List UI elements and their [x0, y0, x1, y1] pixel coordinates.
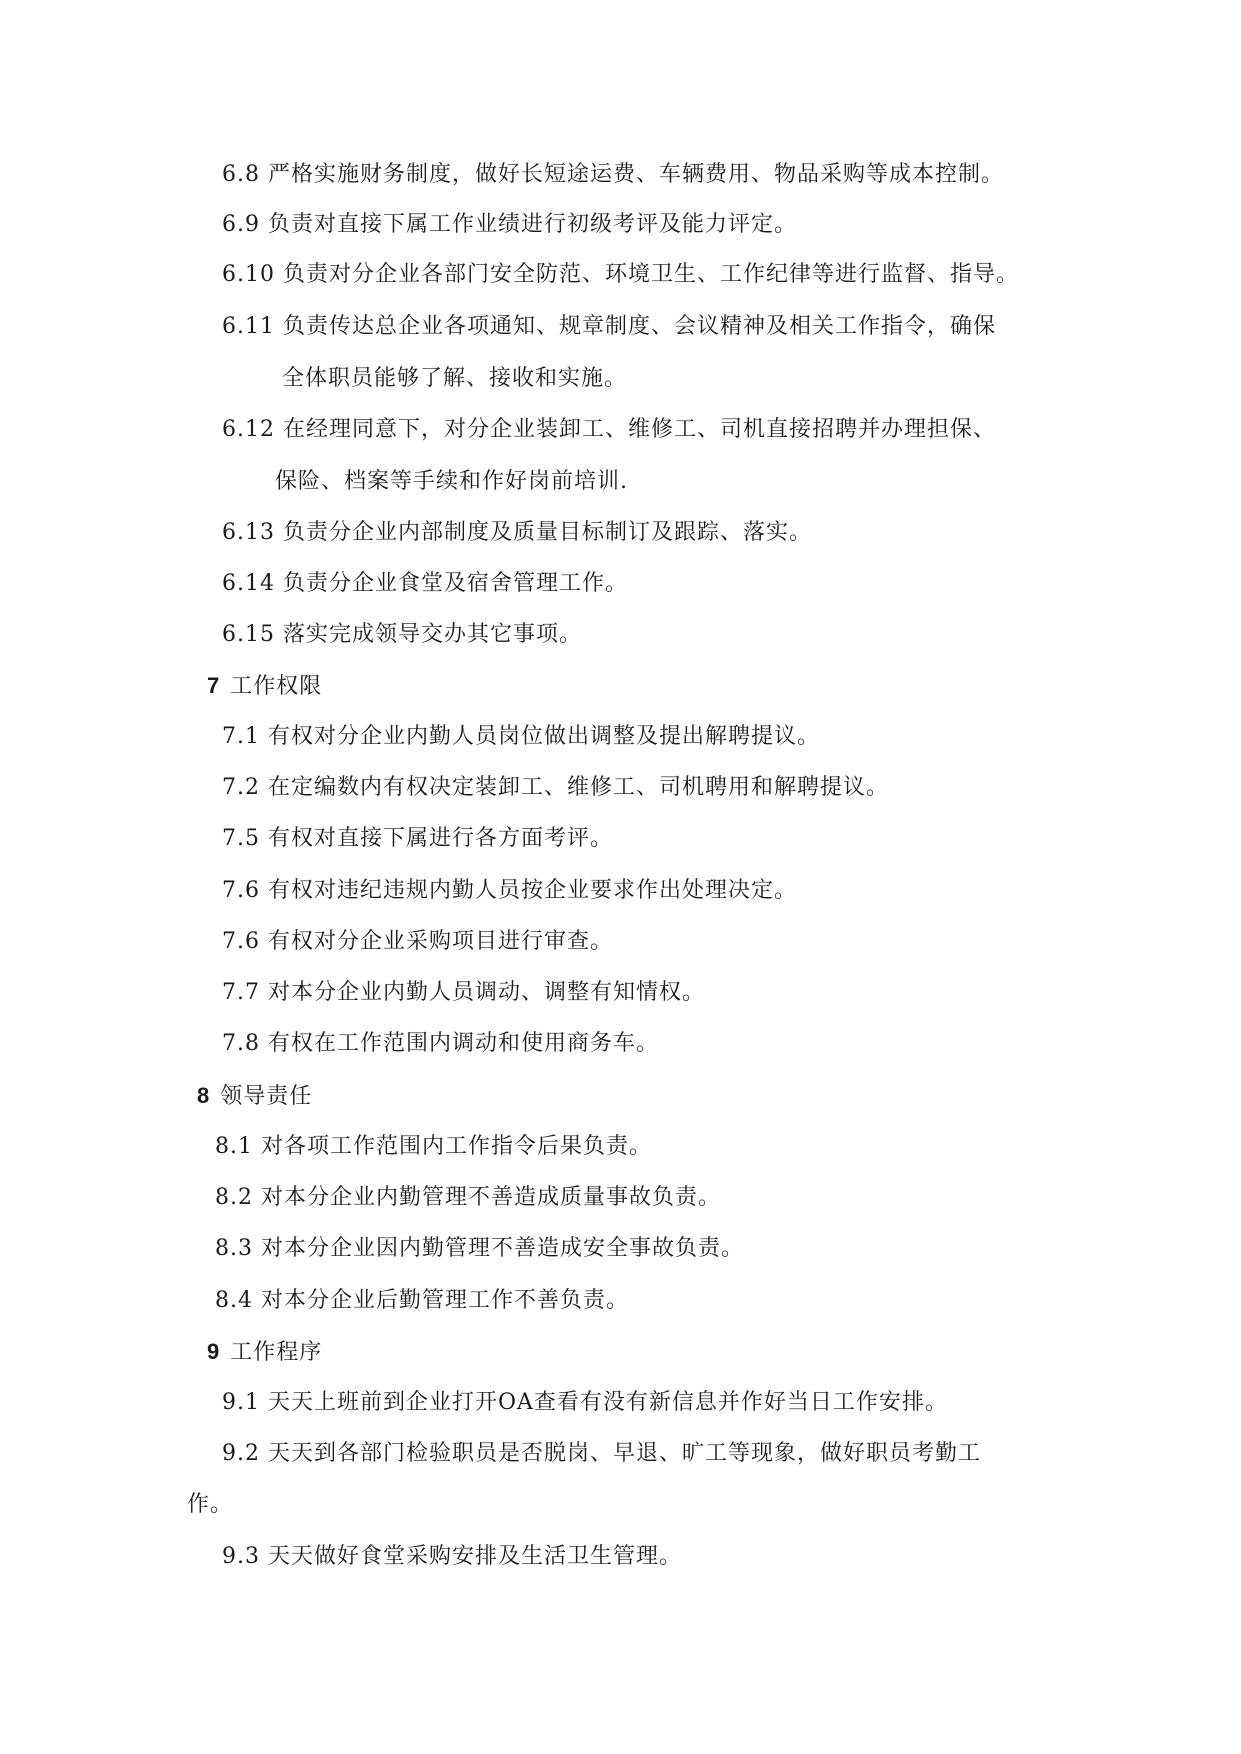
item-number: 6.13	[222, 520, 275, 545]
item-9-2-continuation: 作。	[187, 1492, 234, 1517]
item-number: 8.2	[215, 1185, 253, 1210]
item-7-1	[222, 722, 820, 752]
item-8-2	[215, 1183, 721, 1213]
item-text: 天天做好食堂采购安排及生活卫生管理。	[268, 1544, 683, 1569]
item-number: 7.1	[222, 724, 260, 749]
item-number: 7.5	[222, 826, 260, 851]
item-number: 7.7	[222, 980, 260, 1005]
item-9-3	[222, 1542, 682, 1572]
item-text: 严格实施财务制度，做好长短途运费、车辆费用、物品采购等成本控制。	[268, 162, 1005, 187]
section-number: 7	[207, 673, 221, 698]
item-number: 6.10	[222, 262, 275, 287]
item-number: 6.15	[222, 622, 275, 647]
item-number: 6.9	[222, 212, 260, 237]
item-text: 负责分企业食堂及宿舍管理工作。	[282, 571, 628, 596]
item-8-3	[215, 1234, 744, 1264]
item-text: 对本分企业内勤人员调动、调整有知情权。	[268, 980, 706, 1005]
item-text: 对本分企业因内勤管理不善造成安全事故负责。	[261, 1236, 745, 1261]
item-number: 6.11	[222, 314, 275, 339]
item-7-7	[222, 978, 705, 1008]
item-text: 对本分企业内勤管理不善造成质量事故负责。	[261, 1185, 722, 1210]
item-number: 9.1	[222, 1390, 260, 1415]
item-number: 6.8	[222, 162, 260, 187]
item-text: 负责对直接下属工作业绩进行初级考评及能力评定。	[268, 212, 798, 237]
item-number: 7.6	[222, 929, 260, 954]
item-number: 7.2	[222, 775, 260, 800]
item-6-14	[222, 569, 628, 599]
item-text: 在定编数内有权决定装卸工、维修工、司机聘用和解聘提议。	[268, 775, 890, 800]
section-heading-9	[207, 1337, 322, 1367]
section-title: 工作权限	[230, 673, 323, 698]
section-number: 8	[197, 1083, 211, 1108]
item-6-10	[222, 260, 1019, 290]
item-7-6a	[222, 876, 797, 906]
item-9-1	[222, 1388, 948, 1418]
item-text: 有权对分企业内勤人员岗位做出调整及提出解聘提议。	[268, 724, 821, 749]
item-text: 有权在工作范围内调动和使用商务车。	[268, 1031, 660, 1056]
item-number: 9.3	[222, 1544, 260, 1569]
item-8-4	[215, 1286, 629, 1316]
item-6-13	[222, 518, 812, 548]
item-text: 负责分企业内部制度及质量目标制订及跟踪、落实。	[282, 520, 812, 545]
item-text: 天天上班前到企业打开OA查看有没有新信息并作好当日工作安排。	[268, 1390, 948, 1415]
section-title: 领导责任	[220, 1083, 313, 1108]
item-number: 8.4	[215, 1288, 253, 1313]
item-6-12	[222, 415, 996, 445]
item-number: 8.1	[215, 1134, 253, 1159]
section-number: 9	[207, 1339, 221, 1364]
item-8-1	[215, 1132, 652, 1162]
item-9-2	[222, 1439, 981, 1469]
item-number: 7.6	[222, 878, 260, 903]
item-6-9	[222, 210, 797, 240]
item-text: 对本分企业后勤管理工作不善负责。	[261, 1288, 630, 1313]
item-6-12-continuation: 保险、档案等手续和作好岗前培训.	[275, 469, 628, 494]
item-7-2	[222, 773, 889, 803]
item-6-8	[222, 160, 1004, 190]
item-6-11-continuation: 全体职员能够了解、接收和实施。	[282, 366, 628, 391]
item-text: 在经理同意下，对分企业装卸工、维修工、司机直接招聘并办理担保、	[282, 417, 996, 442]
section-title: 工作程序	[230, 1339, 323, 1364]
item-number: 6.14	[222, 571, 275, 596]
item-number: 7.8	[222, 1031, 260, 1056]
item-7-5	[222, 824, 613, 854]
item-text: 负责传达总企业各项通知、规章制度、会议精神及相关工作指令，确保	[282, 314, 996, 339]
item-text: 对各项工作范围内工作指令后果负责。	[261, 1134, 653, 1159]
section-heading-8	[197, 1081, 312, 1111]
item-text: 天天到各部门检验职员是否脱岗、早退、旷工等现象，做好职员考勤工	[268, 1441, 982, 1466]
item-7-6b	[222, 927, 613, 957]
item-number: 8.3	[215, 1236, 253, 1261]
item-6-15	[222, 620, 582, 650]
section-heading-7	[207, 671, 322, 701]
item-7-8	[222, 1029, 659, 1059]
item-text: 有权对违纪违规内勤人员按企业要求作出处理决定。	[268, 878, 798, 903]
item-text: 有权对直接下属进行各方面考评。	[268, 826, 614, 851]
item-text: 落实完成领导交办其它事项。	[282, 622, 582, 647]
item-6-11	[222, 312, 996, 342]
item-text: 负责对分企业各部门安全防范、环境卫生、工作纪律等进行监督、指导。	[282, 262, 1019, 287]
item-number: 9.2	[222, 1441, 260, 1466]
item-number: 6.12	[222, 417, 275, 442]
item-text: 有权对分企业采购项目进行审查。	[268, 929, 614, 954]
